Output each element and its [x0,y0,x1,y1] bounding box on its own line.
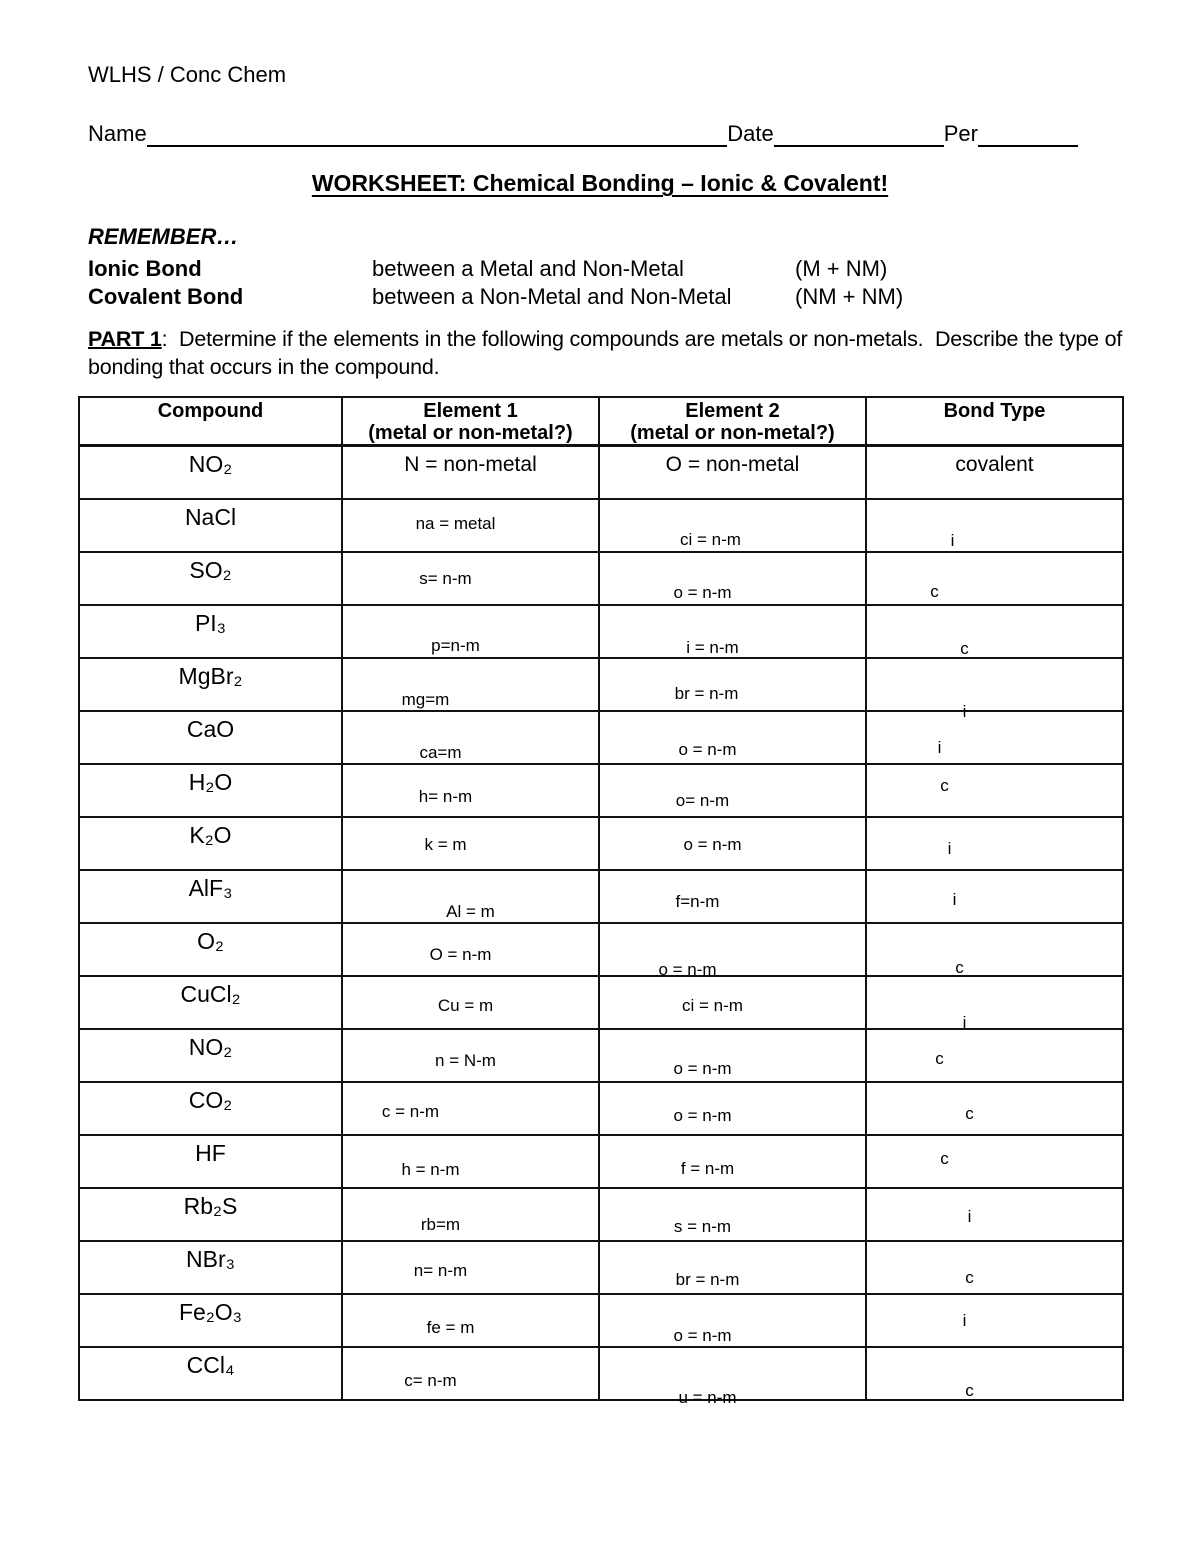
element1-answer: s= n-m [419,569,472,588]
bond-type-answer: c [935,1049,944,1068]
bond-type-answer: i [952,890,957,909]
compound-formula: CaO [186,716,235,742]
ionic-bond-definition: between a Metal and Non-Metal [372,256,684,281]
element1-answer: na = metal [415,514,496,533]
element1-answer: O = n-m [429,945,492,964]
compound-formula: NBr₃ [186,1246,235,1272]
table-row [79,1082,1123,1135]
element2-answer: u = n-m [678,1388,737,1407]
compound-column-header: Compound [79,397,342,446]
bond-type-answer: c [940,1149,949,1168]
table-row [79,1347,1123,1400]
bond-type-answer: i [947,839,952,858]
compound-formula: Fe₂O₃ [178,1299,243,1325]
name-blank-line [147,118,728,147]
element1-answer: n = N-m [435,1051,496,1070]
ionic-bond-shorthand: (M + NM) [795,256,888,281]
element2-column-header: Element 2 (metal or non-metal?) [599,397,866,446]
element1-column-header: Element 1 (metal or non-metal?) [342,397,599,446]
table-header-row [79,397,1123,446]
bond-type-answer: covalent [955,453,1034,476]
element1-answer: rb=m [420,1215,461,1234]
element2-answer: o = n-m [673,1106,732,1125]
element1-answer: k = m [424,835,467,854]
compound-formula: O₂ [197,928,224,954]
table-row [79,711,1123,764]
compound-formula: NO₂ [188,1034,233,1060]
element2-answer: f = n-m [680,1159,735,1178]
part1-label: PART 1 [88,327,162,351]
bond-type-answer: c [940,776,949,795]
element2-answer: ci = n-m [680,530,741,549]
element2-answer: o = n-m [673,1326,732,1345]
element2-answer: o = n-m [658,960,717,979]
bond-type-answer: i [937,738,942,757]
part1-instructions [88,326,1133,381]
table-row [79,817,1123,870]
bond-type-answer: c [955,958,964,977]
element1-answer: p=n-m [431,636,480,655]
element2-answer: o = n-m [678,740,737,759]
bond-type-answer: c [930,582,939,601]
bond-type-answer: c [965,1381,974,1400]
covalent-bond-term: Covalent Bond [88,284,244,309]
element1-answer: c = n-m [381,1102,440,1121]
compound-formula: MgBr₂ [178,663,243,689]
element2-answer: s = n-m [673,1217,732,1236]
table-row [79,1135,1123,1188]
table-row [79,658,1123,711]
element2-answer: br = n-m [674,684,739,703]
compound-formula: SO₂ [189,557,232,583]
element1-answer: n= n-m [413,1261,468,1280]
table-row [79,870,1123,923]
bond-type-column-header: Bond Type [866,397,1123,446]
compound-formula: NaCl [184,504,237,530]
remember-row-covalent [88,283,903,311]
compound-formula: K₂O [189,822,232,848]
compound-formula: CCl₄ [186,1352,235,1378]
date-blank-line [774,118,944,147]
name-date-per-line [88,118,1078,147]
element1-answer: Al = m [446,902,495,921]
compound-formula: PI₃ [194,610,227,636]
part1-text: : Determine if the elements in the following compounds are metals or non-metals. Describe the type of bonding that occurs in the compound. [88,327,1128,379]
bond-type-answer: c [965,1104,974,1123]
table-row [79,976,1123,1029]
compound-formula: H₂O [188,769,233,795]
element1-answer: N = non-metal [404,453,537,476]
compound-formula: CuCl₂ [180,981,241,1007]
element1-answer: Cu = m [437,996,494,1015]
compound-formula: NO₂ [188,451,233,477]
compound-formula: CO₂ [188,1087,233,1113]
per-blank-line [978,118,1078,147]
table-row [79,1188,1123,1241]
element2-answer: i = n-m [686,638,739,657]
element1-answer: mg=m [401,690,450,709]
course-header: WLHS / Conc Chem [88,62,287,87]
table-row [79,552,1123,605]
remember-section [88,224,903,311]
table-row [79,1294,1123,1347]
element1-answer: h = n-m [401,1160,460,1179]
bond-type-answer: c [960,639,969,658]
compound-formula: AlF₃ [188,875,233,901]
element2-answer: o = n-m [673,583,732,602]
bonding-table [78,396,1124,1407]
bond-type-answer: c [965,1268,974,1287]
compound-formula: Rb₂S [183,1193,238,1219]
compound-formula: HF [195,1140,226,1166]
covalent-bond-definition: between a Non-Metal and Non-Metal [372,284,732,309]
date-label: Date [727,121,774,146]
remember-heading: REMEMBER… [88,224,239,249]
element1-answer: c= n-m [404,1371,457,1390]
table-row [79,499,1123,552]
table-row [79,923,1123,976]
table-row [79,605,1123,658]
table-row [79,1029,1123,1082]
name-label: Name [88,121,147,146]
worksheet-title: WORKSHEET: Chemical Bonding – Ionic & Covalent! [311,170,889,196]
ionic-bond-term: Ionic Bond [88,256,202,281]
bond-type-answer: i [962,1311,967,1330]
title-row [0,170,1200,197]
element1-answer: h= n-m [418,787,473,806]
element2-answer: O = non-metal [665,453,800,476]
table-row [79,764,1123,817]
element2-answer: br = n-m [675,1270,740,1289]
covalent-bond-shorthand: (NM + NM) [795,284,904,309]
element2-answer: ci = n-m [682,996,743,1015]
element1-answer: fe = m [426,1318,475,1337]
element2-answer: o= n-m [675,791,730,810]
table-row [79,1241,1123,1294]
table-row [79,446,1123,500]
remember-row-ionic [88,255,903,283]
bond-type-answer: i [962,702,967,721]
bond-type-answer: i [950,531,955,550]
element1-answer: ca=m [419,743,462,762]
element2-answer: f=n-m [675,892,720,911]
bond-type-answer: i [962,1013,967,1032]
element2-answer: o = n-m [683,835,742,854]
element2-answer: o = n-m [673,1059,732,1078]
bond-type-answer: i [967,1207,972,1226]
per-label: Per [943,121,978,146]
